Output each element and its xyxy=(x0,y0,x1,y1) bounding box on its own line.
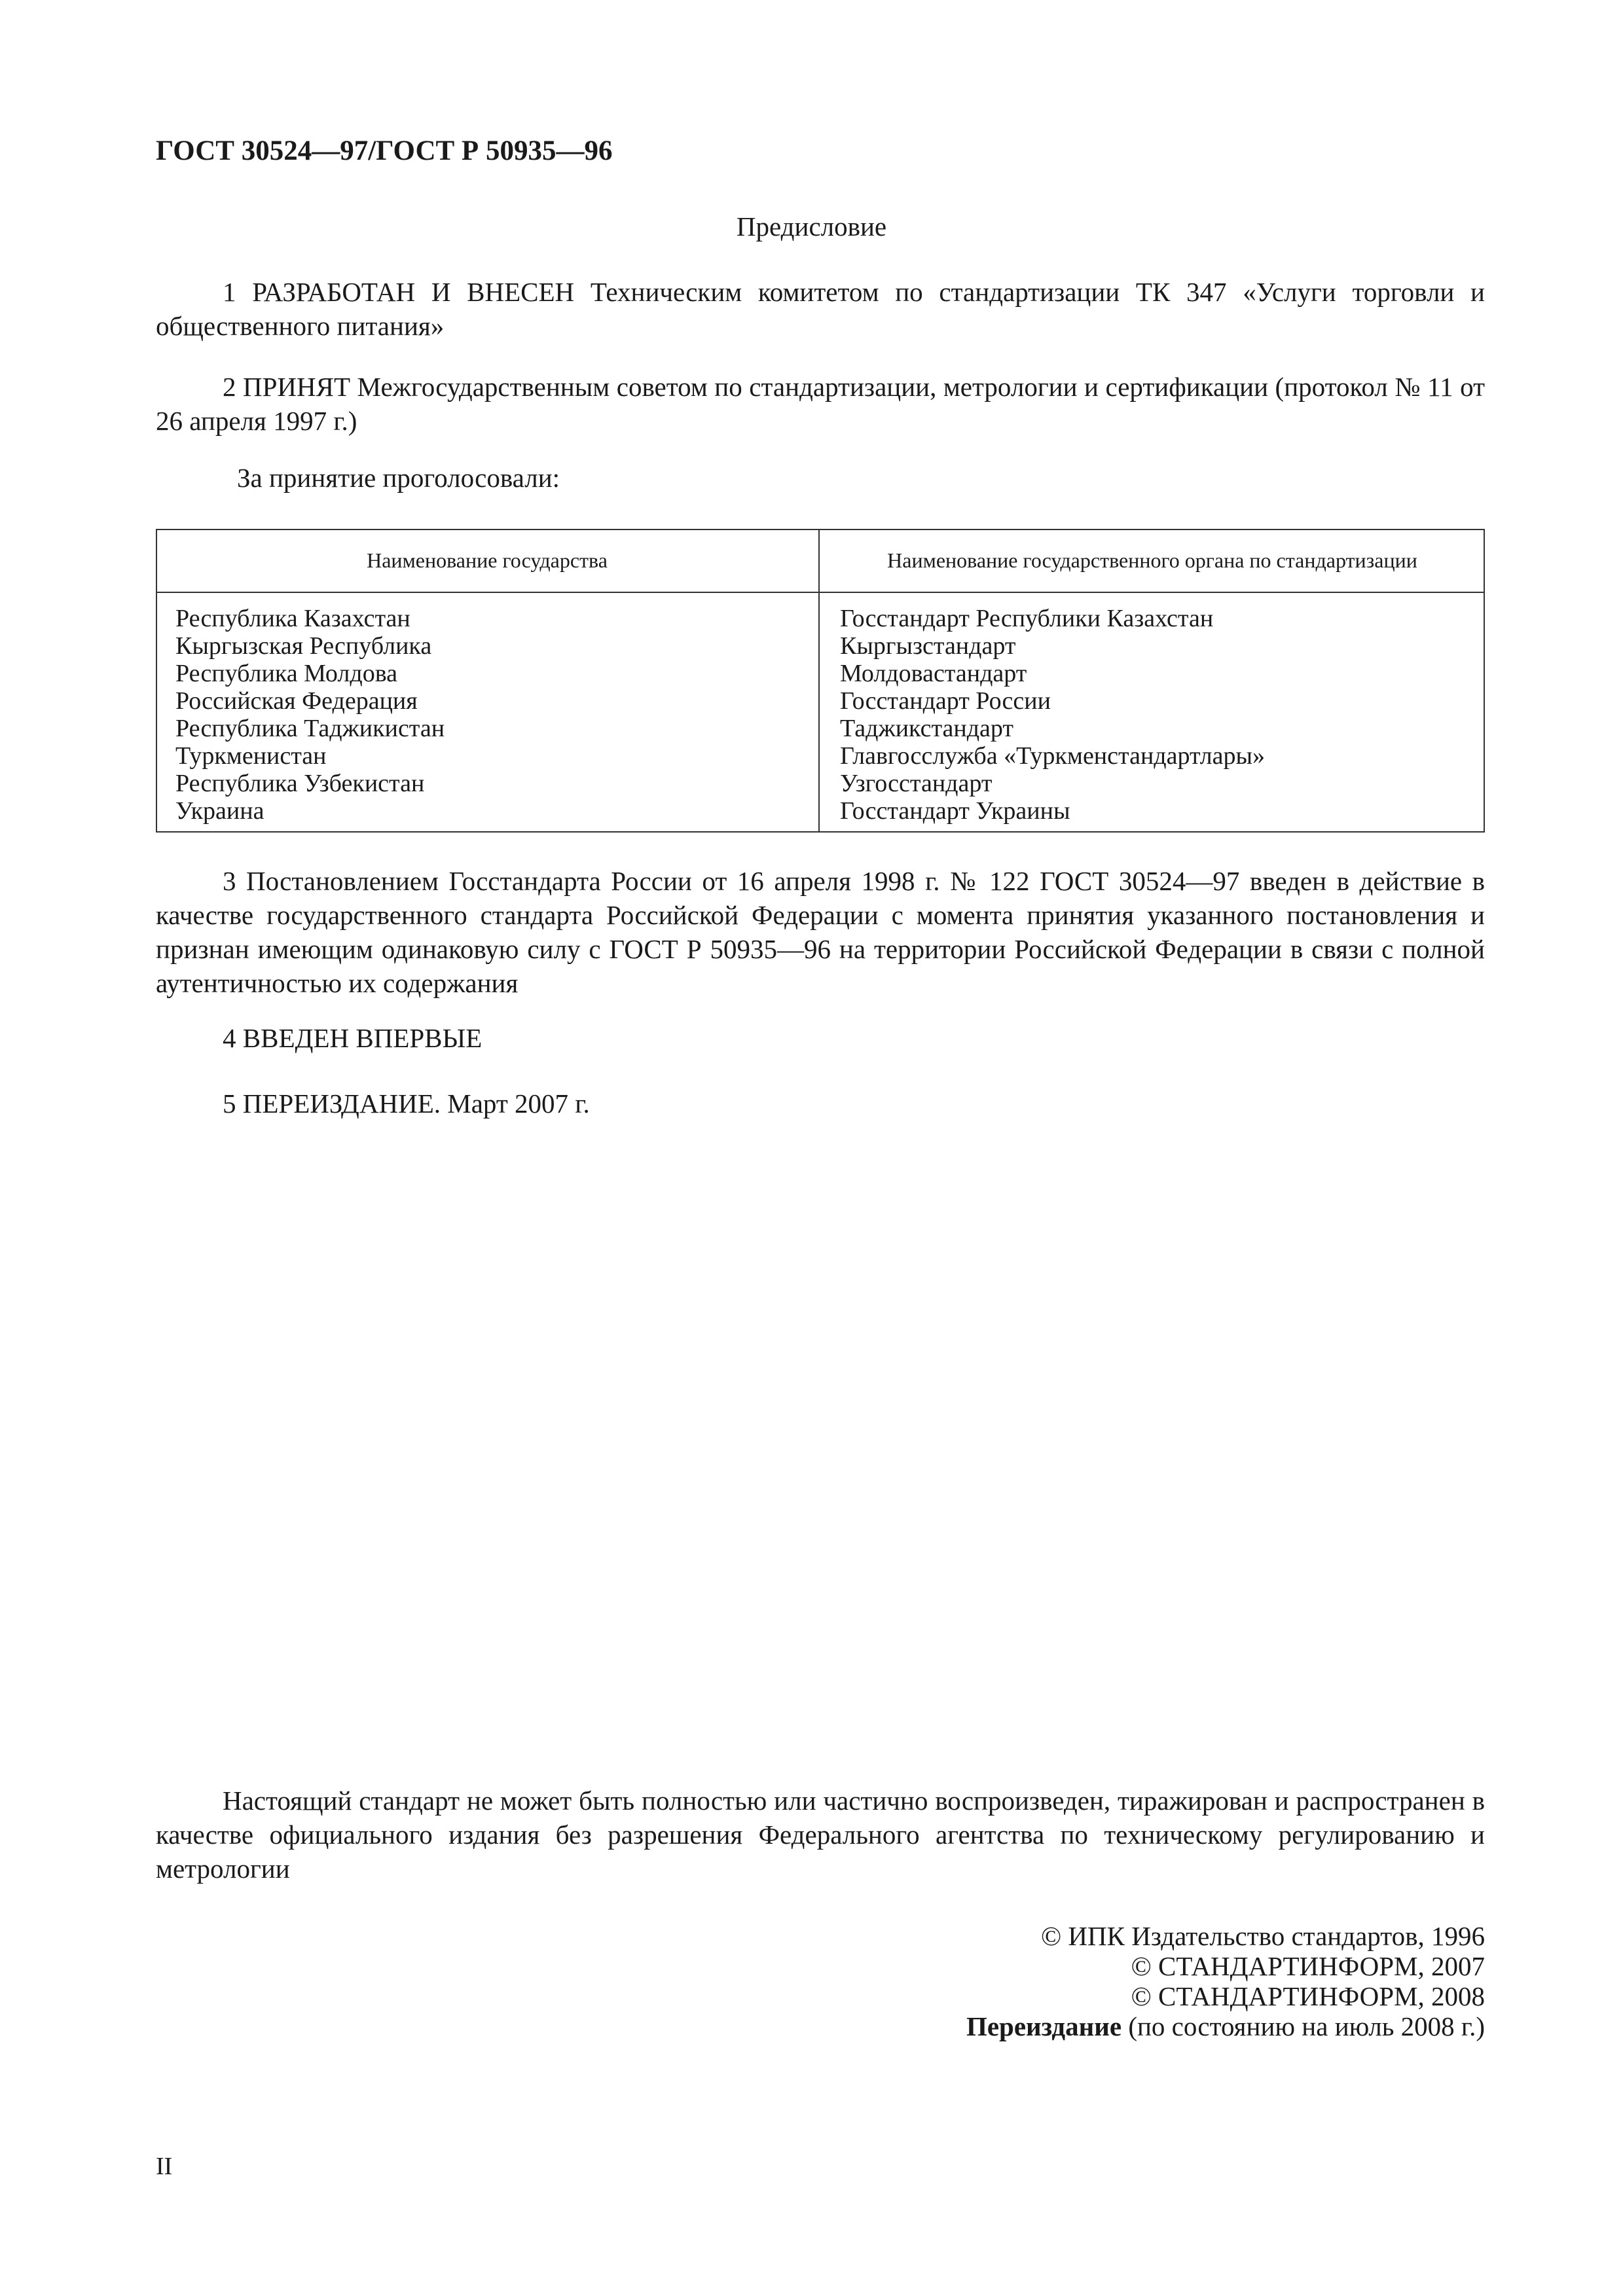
table-cell-state: Украина xyxy=(175,797,264,825)
paragraph-1-developed: 1 РАЗРАБОТАН И ВНЕСЕН Техническим комитетом по стандартизации ТК 347 «Услуги торговли и общественного питания» xyxy=(156,277,1485,341)
table-cell-authority: Узгосстандарт xyxy=(840,770,993,797)
voted-for-label: За принятие проголосовали: xyxy=(237,463,560,493)
paragraph-2-adopted: 2 ПРИНЯТ Межгосударственным советом по стандартизации, метрологии и сертификации (протокол № 11 от 26 апреля 1997 г.) xyxy=(156,372,1485,436)
table-cell-authority: Главгосслужба «Туркменстандартлары» xyxy=(840,742,1266,770)
table-cell-state: Туркменистан xyxy=(175,742,327,770)
reproduction-notice: Настоящий стандарт не может быть полностью или частично воспроизведен, тиражирован и распространен в качестве официального издания без разрешения Федерального агентства по техническому регулированию и метрологии xyxy=(156,1785,1485,1884)
table-cell-state: Республика Казахстан xyxy=(175,605,410,632)
table-cell-authority: Таджикстандарт xyxy=(840,715,1014,742)
table-cell-state: Республика Молдова xyxy=(175,660,398,687)
copyright-block xyxy=(156,1921,1485,2041)
table-cell-state: Кыргызская Республика xyxy=(175,632,432,660)
table-header-authority: Наименование государственного органа по стандартизации xyxy=(887,548,1417,572)
document-code-header: ГОСТ 30524—97/ГОСТ Р 50935—96 xyxy=(156,135,613,166)
table-cell-state: Республика Узбекистан xyxy=(175,770,425,797)
table-cell-authority: Молдовастандарт xyxy=(840,660,1027,687)
table-cell-authority: Госстандарт Украины xyxy=(840,797,1070,825)
copyright-line: © ИПК Издательство стандартов, 1996 xyxy=(1040,1921,1485,1951)
table-header-state: Наименование государства xyxy=(367,548,608,572)
paragraph-5-reissue: 5 ПЕРЕИЗДАНИЕ. Март 2007 г. xyxy=(223,1088,590,1119)
paragraph-4-introduced: 4 ВВЕДЕН ВПЕРВЫЕ xyxy=(223,1023,483,1053)
copyright-line: © СТАНДАРТИНФОРМ, 2007 xyxy=(1131,1951,1485,1981)
paragraph-3-resolution: 3 Постановлением Госстандарта России от 16 апреля 1998 г. № 122 ГОСТ 30524—97 введен в действие в качестве государственного стандарта Российской Федерации с момента принятия указанного постановления и признан имеющим одинаковую силу с ГОСТ Р 50935—96 на территории Российской Федерации в связи с полной аутентичностью их содержания xyxy=(156,866,1485,998)
reissue-line xyxy=(156,2011,1485,2041)
table-column-authorities xyxy=(840,605,1475,825)
table-cell-authority: Госстандарт России xyxy=(840,687,1051,715)
table-column-states xyxy=(175,605,804,825)
table-cell-authority: Госстандарт Республики Казахстан xyxy=(840,605,1214,632)
table-cell-state: Республика Таджикистан xyxy=(175,715,445,742)
preface-title: Предисловие xyxy=(736,211,887,242)
table-cell-state: Российская Федерация xyxy=(175,687,418,715)
table-cell-authority: Кыргызстандарт xyxy=(840,632,1016,660)
page-number: II xyxy=(156,2153,173,2180)
copyright-line: © СТАНДАРТИНФОРМ, 2008 xyxy=(1131,1981,1485,2011)
table-header-divider xyxy=(156,592,1485,593)
reissue-date: (по состоянию на июль 2008 г.) xyxy=(1122,2011,1485,2041)
reissue-label: Переиздание xyxy=(966,2011,1122,2041)
